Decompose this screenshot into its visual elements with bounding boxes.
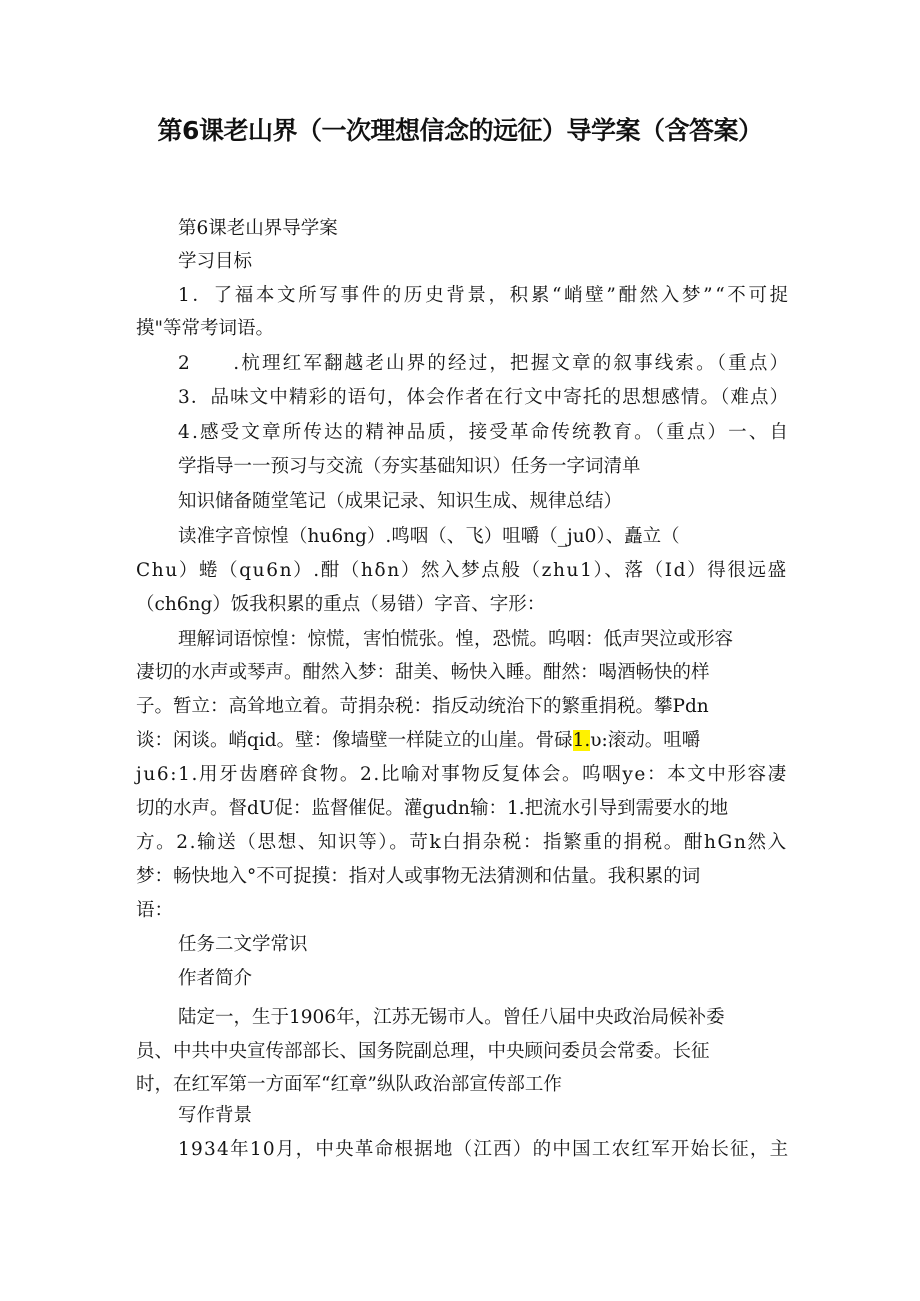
text-line xyxy=(136,695,709,719)
text-run: ju6:1.用牙齿磨碎食物。2.比喻对事物反复体会。呜咽ye：本文中形容凄 xyxy=(136,764,788,785)
text-line xyxy=(136,317,274,341)
text-run: 谈：闲谈。峭qid。壁：像墙壁一样陡立的山崖。骨碌 xyxy=(136,730,573,751)
text-line xyxy=(178,386,789,410)
text-run: 作者简介 xyxy=(178,968,253,989)
text-run: （ch6ng）饭我积累的重点（易错）字音、字形： xyxy=(136,594,546,615)
text-line xyxy=(178,933,308,957)
text-line xyxy=(136,661,710,685)
text-line xyxy=(178,284,791,308)
text-run: 理解词语惊惶：惊慌，害怕慌张。惶，恐慌。呜咽：低声哭泣或形容 xyxy=(178,629,734,650)
text-run: υ:滚动。咀嚼 xyxy=(590,730,701,751)
text-run: 子。暂立：高耸地立着。苛捐杂税：指反动统治下的繁重捐税。攀Pdn xyxy=(136,696,709,717)
text-line xyxy=(136,559,788,583)
text-run: 语： xyxy=(136,900,174,921)
text-run: 方。2.输送（思想、知识等）。苛k白捐杂税：指繁重的捐税。酣hGn然入 xyxy=(136,832,788,853)
text-line xyxy=(178,967,252,991)
text-run: 4.感受文章所传达的精神品质，接受革命传统教育。（重点）一、自 xyxy=(178,422,791,443)
text-line xyxy=(136,1073,562,1097)
text-run: 摸"等常考词语。 xyxy=(136,318,275,339)
text-run: 时，在红军第一方面军“红章”纵队政治部宣传部工作 xyxy=(136,1074,562,1095)
text-line xyxy=(136,1040,710,1064)
text-line xyxy=(178,217,338,241)
text-line xyxy=(178,250,252,274)
text-line xyxy=(136,593,545,617)
highlighted-text: 1. xyxy=(572,730,591,751)
text-run: 员、中共中央宣传部部长、国务院副总理，中央顾问委员会常委。长征 xyxy=(136,1041,710,1062)
text-run: 1．了福本文所写事件的历史背景，积累“峭壁”酣然入梦”“不可捉 xyxy=(178,285,791,306)
text-run: 任务二文学常识 xyxy=(178,934,308,955)
text-line xyxy=(136,763,788,787)
text-run: 陆定一，生于1906年，江苏无锡市人。曾任八届中央政治局候补委 xyxy=(178,1007,725,1028)
text-line xyxy=(178,1006,725,1030)
text-line xyxy=(178,490,622,514)
text-run: 1934年10月，中央革命根据地（江西）的中国工农红军开始长征，主 xyxy=(178,1139,790,1160)
document-title: 第6课老山界（一次理想信念的远征）导学案（含答案） xyxy=(157,116,763,145)
text-run: 梦：畅快地入°不可捉摸：指对人或事物无法猜测和估量。我积累的词 xyxy=(136,866,701,887)
text-run: Chu）蜷（qu6n）.酣（hδn）然入梦点般（zhu1）、落（Id）得很远盛 xyxy=(136,560,788,581)
text-line xyxy=(178,421,790,445)
text-line xyxy=(136,729,700,753)
text-line xyxy=(136,797,728,821)
text-line xyxy=(178,628,733,652)
text-line xyxy=(178,525,680,549)
text-run: 3．品味文中精彩的语句，体会作者在行文中寄托的思想感情。（难点） xyxy=(178,387,790,408)
text-line xyxy=(136,899,173,923)
text-line xyxy=(178,1104,252,1128)
text-run: 2 .杭理红军翻越老山界的经过，把握文章的叙事线索。（重点） xyxy=(178,353,791,374)
text-run: 凄切的水声或琴声。酣然入梦：甜美、畅快入睡。酣然：喝酒畅快的样 xyxy=(136,662,710,683)
text-run: 学习目标 xyxy=(178,251,253,272)
text-run: 第6课老山界导学案 xyxy=(178,218,338,239)
text-run: 写作背景 xyxy=(178,1105,253,1126)
text-run: 读准字音惊惶（hu6ng）.鸣咽（、飞）咀嚼（_ju0）、矗立（ xyxy=(178,526,680,547)
text-run: 切的水声。督dU促：监督催促。灌gudn输：1.把流水引导到需要水的地 xyxy=(136,798,729,819)
text-run: 知识储备随堂笔记（成果记录、知识生成、规律总结） xyxy=(178,491,623,512)
text-line xyxy=(136,865,700,889)
text-line xyxy=(178,1138,789,1162)
text-line xyxy=(178,352,790,376)
text-run: 学指导一一预习与交流（夯实基础知识）任务一字词清单 xyxy=(178,456,641,477)
text-line xyxy=(136,831,788,855)
text-line xyxy=(178,455,641,479)
